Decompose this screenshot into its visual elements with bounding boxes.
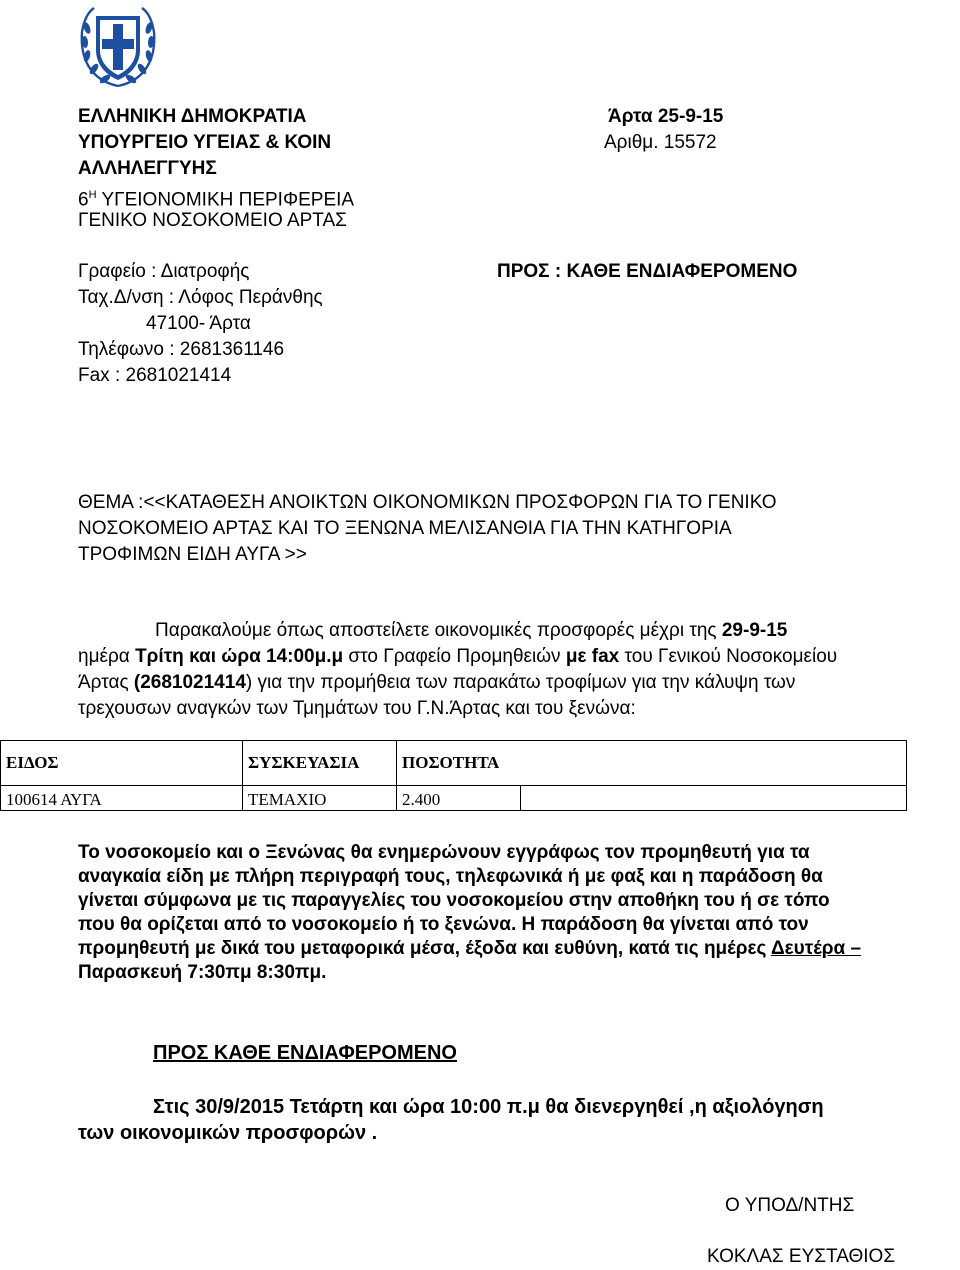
table-cell-packaging: ΤΕΜΑΧΙΟ <box>243 786 397 811</box>
notice-line-1: Το νοσοκομείο και ο Ξενώνας θα ενημερώνουν εγγράφως τον προμηθευτή για τα <box>78 842 810 863</box>
header-ministry: ΥΠΟΥΡΓΕΙΟ ΥΓΕΙΑΣ & ΚΟΙΝ <box>78 132 332 153</box>
notice-line-4: που θα ορίζεται από το νοσοκομείο ή το ξενώνα. Η παράδοση θα γίνεται από τον <box>78 914 809 935</box>
items-table <box>0 740 907 811</box>
table-row <box>1 786 907 811</box>
table-header-row <box>1 741 907 786</box>
table-cell-item: 100614 ΑΥΓΑ <box>1 786 243 811</box>
notice-line-2: αναγκαία είδη με πλήρη περιγραφή τους, τηλεφωνικά ή με φαξ και η παράδοση θα <box>78 866 823 887</box>
body-line-3: Άρτας (2681021414) για την προμήθεια των παρακάτω τροφίμων για την κάλυψη των <box>78 672 796 693</box>
notice-line-5: προμηθευτή με δικά του μεταφορικά μέσα, έξοδα και ευθύνη, κατά τις ημέρες Δευτέρα – <box>78 938 862 959</box>
table-header-item: ΕΙΔΟΣ <box>1 741 243 786</box>
signature-title: Ο ΥΠΟΔ/ΝΤΗΣ <box>725 1195 855 1216</box>
table-header-packaging: ΣΥΣΚΕΥΑΣΙΑ <box>243 741 397 786</box>
recipient-line: ΠΡΟΣ : ΚΑΘΕ ΕΝΔΙΑΦΕΡΟΜΕΝΟ <box>497 261 798 282</box>
subject-line-3: ΤΡΟΦΙΜΩΝ ΕΙΔΗ ΑΥΓΑ >> <box>78 544 307 565</box>
table-cell-empty <box>521 786 907 811</box>
header-health-region: $6^H$ ΥΓΕΙΟΝΟΜΙΚΗ ΠΕΡΙΦΕΡΕΙΑ <box>78 189 355 211</box>
table-cell-quantity: 2.400 <box>397 786 521 811</box>
notice-line-3: γίνεται σύμφωνα με τις παραγγελίες του νοσοκομείου στην αποθήκη του ή σε τόπο <box>78 890 830 911</box>
body-line-4: τρεχουσων αναγκών των Τμημάτων του Γ.Ν.Άρτας και του ξενώνα: <box>78 698 636 719</box>
table-header-empty <box>521 741 907 786</box>
subject-line-2: ΝΟΣΟΚΟΜΕΙΟ ΑΡΤΑΣ ΚΑΙ ΤΟ ΞΕΝΩΝΑ ΜΕΛΙΣΑΝΘΙΑ ΓΙΑ ΤΗΝ ΚΑΤΗΓΟΡΙΑ <box>78 518 732 539</box>
document-number: Αριθμ. 15572 <box>604 132 717 153</box>
subject-line-1: ΘΕΜΑ :<<ΚΑΤΑΘΕΣΗ ΑΝΟΙΚΤΩΝ ΟΙΚΟΝΟΜΙΚΩΝ ΠΡΟΣΦΟΡΩΝ ΓΙΑ ΤΟ ΓΕΝΙΚΟ <box>78 492 777 513</box>
fax-line: Fax : 2681021414 <box>78 365 232 386</box>
closing-heading: ΠΡΟΣ ΚΑΘΕ ΕΝΔΙΑΦΕΡΟΜΕΝΟ <box>153 1042 457 1064</box>
body-line-1: Παρακαλούμε όπως αποστείλετε οικονομικές προσφορές μέχρι της 29-9-15 <box>155 620 788 641</box>
document-date: Άρτα 25-9-15 <box>608 106 724 127</box>
office-line: Γραφείο : Διατροφής <box>78 261 250 282</box>
header-ministry-cont: ΑΛΛΗΛΕΓΓΥΗΣ <box>78 158 217 179</box>
postcode-line: 47100- Άρτα <box>146 313 251 334</box>
phone-line: Τηλέφωνο : 2681361146 <box>78 339 285 360</box>
table-header-quantity: ΠΟΣΟΤΗΤΑ <box>397 741 521 786</box>
header-republic: ΕΛΛΗΝΙΚΗ ΔΗΜΟΚΡΑΤΙΑ <box>78 106 307 127</box>
body-line-2: ημέρα Τρίτη και ώρα 14:00μ.μ στο Γραφείο Προμηθειών με fax του Γενικού Νοσοκομείου <box>78 646 838 667</box>
notice-line-6: Παρασκευή 7:30πμ 8:30πμ. <box>78 962 327 983</box>
closing-line-1: Στις 30/9/2015 Τετάρτη και ώρα 10:00 π.μ θα διενεργηθεί ,η αξιολόγηση <box>153 1096 824 1118</box>
header-hospital: ΓΕΝΙΚΟ ΝΟΣΟΚΟΜΕΙΟ ΑΡΤΑΣ <box>78 210 347 231</box>
address-line: Ταχ.Δ/νση : Λόφος Περάνθης <box>78 287 323 308</box>
greek-state-emblem-icon <box>78 6 158 90</box>
signature-name: ΚΟΚΛΑΣ ΕΥΣΤΑΘΙΟΣ <box>707 1246 896 1267</box>
closing-line-2: των οικονομικών προσφορών . <box>78 1122 378 1144</box>
